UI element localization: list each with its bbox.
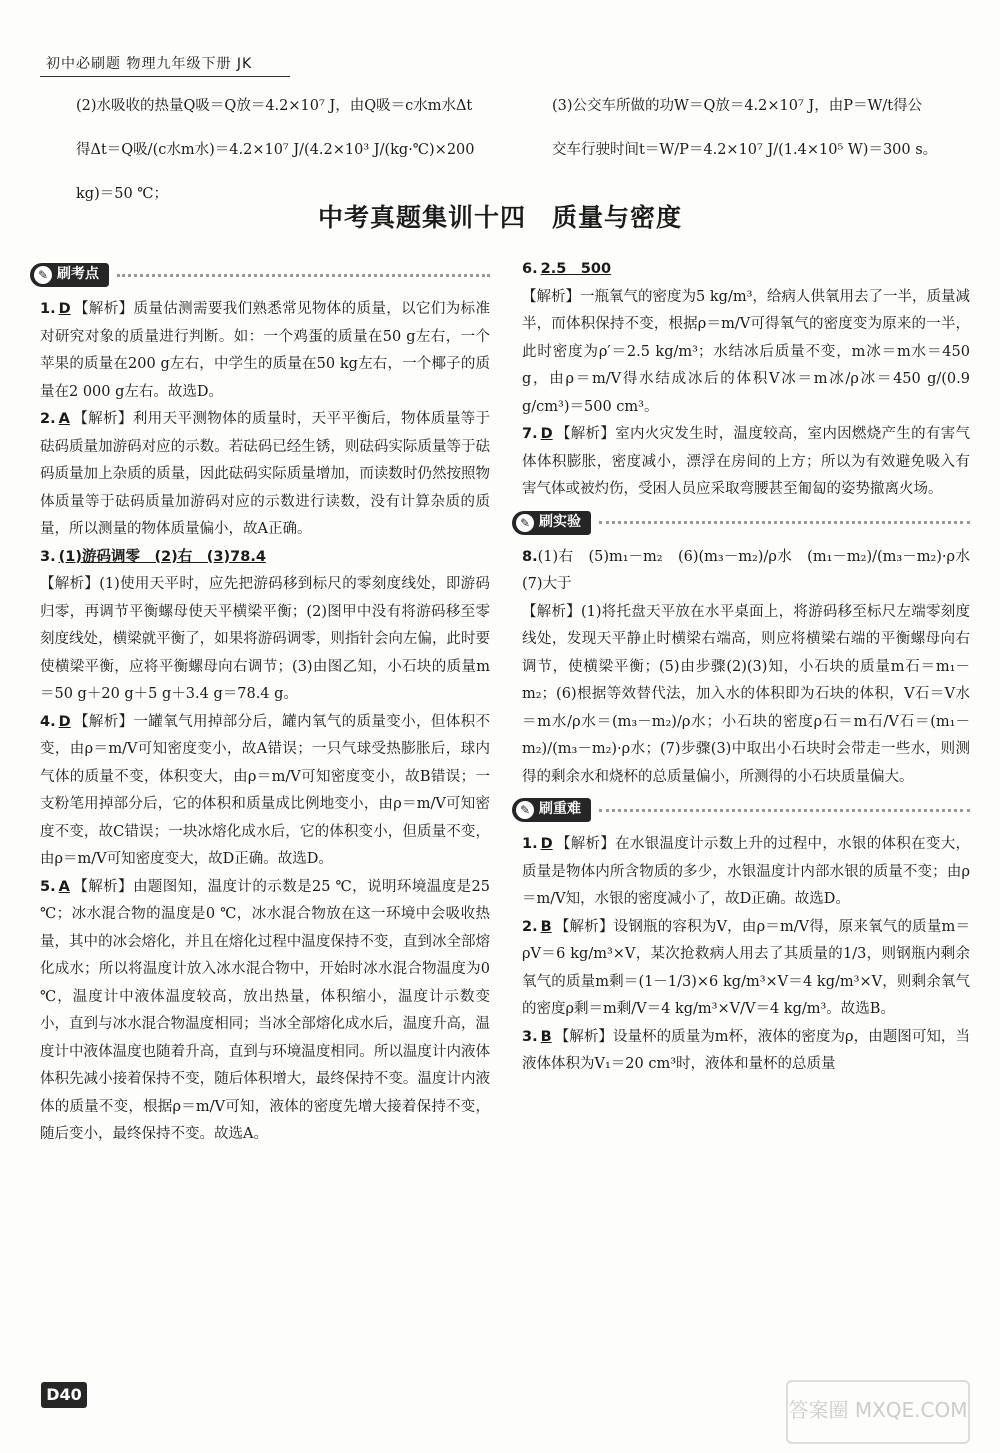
dotted-divider xyxy=(599,521,970,524)
prev-answer-line: 交车行驶时间t＝W/P＝4.2×10⁷ J/(1.4×10⁵ W)＝300 s。 xyxy=(552,142,938,158)
answer-item: 4. D 【解析】一罐氧气用掉部分后，罐内氧气的质量变小，但体积不变，由ρ＝m/V可知密度变小，故A错误；一只气球受热膨胀后，球内气体的质量不变，体积变大，由ρ＝m/V可知密度变小，故B错误；一支粉笔用掉部分后，它的体积和质量成比例地变小，由ρ＝m/V可知密度不变，故C错误；一块冰熔化成水后，它的体积变小，但质量不变，由ρ＝m/V可知密度变大，故D正确。故选D。 xyxy=(40,713,490,867)
left-column xyxy=(37,256,490,1149)
answer-item: 1. D 【解析】质量估测需要我们熟悉常见物体的质量，以它们为标准对研究对象的质量进行判断。如：一个鸡蛋的质量在50 g左右，一个苹果的质量在200 g左右，中学生的质量在50 kg左右，一个椰子的质量在2 000 g左右。故选D。 xyxy=(40,301,490,400)
prev-answer-line: (3)公交车所做的功W＝Q放＝4.2×10⁷ J，由P＝W/t得公 xyxy=(552,98,923,114)
answer-item: 3. B 【解析】设量杯的质量为m杯，液体的密度为ρ，由题图可知，当液体体积为V₁＝20 cm³时，液体和量杯的总质量 xyxy=(522,1028,970,1072)
answer-item: 3. (1)游码调零 (2)右 (3)78.4 【解析】(1)使用天平时，应先把游码移到标尺的零刻度线处，即游码归零，再调节平衡螺母使天平横梁平衡；(2)图甲中没有将游码移至零刻度线处，横梁就平衡了，如果将游码调零，则指针会向左偏，此时要使横梁平衡，应将平衡螺母向右调节；(3)由图乙知，小石块的质量m＝50 g＋20 g＋5 g＋3.4 g＝78.4 g。 xyxy=(40,548,490,702)
right-column xyxy=(519,256,985,1079)
prev-answer-left xyxy=(76,84,496,216)
watermark-logo: 答案圈 MXQE.COM xyxy=(786,1380,970,1444)
answer-item: 8.(1)右 (5)m₁－m₂ (6)(m₃－m₂)/ρ水 (m₁－m₂)/(m₃－m₂)·ρ水 (7)大于 【解析】(1)将托盘天平放在水平桌面上，将游码移至标尺左端零刻度线处，发现天平静止时横梁右端高，则应将横梁右端的平衡螺母向右调节，使横梁平衡；(5)由步骤(2)(3)知，小石块的质量m石＝m₁－m₂；(6)根据等效替代法，加入水的体积即为石块的体积，V石＝V水＝m水/ρ水＝(m₃－m₂)/ρ水；小石块的密度ρ石＝m石/V石＝(m₁－m₂)/(m₃－m₂)·ρ水；(7)步骤(3)中取出小石块时会带走一些水，则测得的剩余水和烧杯的总质量偏小，所测得的小石块质量偏大。 xyxy=(522,548,985,785)
brush-icon: ✎ xyxy=(516,801,534,819)
brush-icon: ✎ xyxy=(34,266,52,284)
dotted-divider xyxy=(117,274,490,277)
dotted-divider xyxy=(599,809,970,812)
section-badge-row xyxy=(512,793,970,827)
section-badge-row xyxy=(512,506,970,540)
answer-item: 5. A 【解析】由题图知，温度计的示数是25 ℃，说明环境温度是25 ℃；冰水混合物的温度是0 ℃，冰水混合物放在这一环境中会吸收热量，其中的冰会熔化，并且在熔化过程中温度保持不变，直到冰全部熔化成水；所以将温度计放入冰水混合物中，开始时冰水混合物温度为0 ℃，温度计中液体温度较高，放出热量，体积缩小，温度计示数变小，直到与冰水混合物温度相同；当冰全部熔化成水后，温度升高，温度计中液体温度也随着升高，直到与环境温度相同。所以温度计内液体体积先减小接着保持不变，随后体积增大，最终保持不变。温度计内液体的质量不变，根据ρ＝m/V可知，液体的密度先增大接着保持不变，随后变小，最终保持不变。故选A。 xyxy=(40,878,490,1142)
answer-item: 1. D 【解析】在水银温度计示数上升的过程中，水银的体积在变大，质量是物体内所含物质的多少，水银温度计内部水银的质量不变；由ρ＝m/V知，水银的密度减小了，故D正确。故选D。 xyxy=(522,836,970,907)
answer-item: 2. B 【解析】设钢瓶的容积为V，由ρ＝m/V得，原来氧气的质量m＝ρV＝6 kg/m³×V，某次抢救病人用去了其质量的1/3，则钢瓶内剩余氧气的质量m剩＝(1－1/3)×6 kg/m³×V＝4 kg/m³×V，则剩余氧气的密度ρ剩＝m剩/V＝4 kg/m³×V/V＝4 kg/m³。故选B。 xyxy=(522,918,970,1017)
answer-item: 6. 2.5 500 【解析】一瓶氧气的密度为5 kg/m³，给病人供氧用去了一半，质量减半，而体积保持不变，根据ρ＝m/V可得氧气的密度变为原来的一半，此时密度为ρ′＝2.5 kg/m³；水结冰后质量不变，m冰＝m水＝450 g，由ρ＝m/V得水结成冰后的体积V冰＝m冰/ρ冰＝450 g/(0.9 g/cm³)＝500 cm³。 xyxy=(522,261,970,415)
page-number: D40 xyxy=(41,1382,87,1408)
answer-item: 7. D 【解析】室内火灾发生时，温度较高，室内因燃烧产生的有害气体体积膨胀，密度减小，漂浮在房间的上方；所以为有效避免吸入有害气体或被灼伤，受困人员应采取弯腰甚至匍匐的姿势撤离火场。 xyxy=(522,426,970,497)
section-title: 中考真题集训十四 质量与密度 xyxy=(317,203,682,232)
prev-answer-line: 得Δt＝Q吸/(c水m水)＝4.2×10⁷ J/(4.2×10³ J/(kg·℃)×200 kg)＝50 ℃； xyxy=(76,142,475,202)
book-header: 初中必刷题 物理九年级下册 JK xyxy=(46,56,253,72)
zhongnan-badge: ✎ 刷重难 xyxy=(512,798,591,822)
prev-answer-right xyxy=(552,84,972,172)
brush-icon: ✎ xyxy=(516,514,534,532)
shiyan-badge: ✎ 刷实验 xyxy=(512,511,591,535)
header-divider xyxy=(40,76,290,77)
section-badge-row xyxy=(30,258,490,292)
answer-item: 2. A 【解析】利用天平测物体的质量时，天平平衡后，物体质量等于砝码质量加游码对应的示数。若砝码已经生锈，则砝码实际质量等于砝码质量加上杂质的质量，因此砝码实际质量增加，而读数时仍然按照物体质量等于砝码质量加游码对应的示数进行读数，没有计算杂质的质量，所以测量的物体质量偏小，故A正确。 xyxy=(40,411,490,537)
kaodian-badge: ✎ 刷考点 xyxy=(30,263,109,287)
prev-answer-line: (2)水吸收的热量Q吸＝Q放＝4.2×10⁷ J，由Q吸＝c水m水Δt xyxy=(76,98,473,114)
